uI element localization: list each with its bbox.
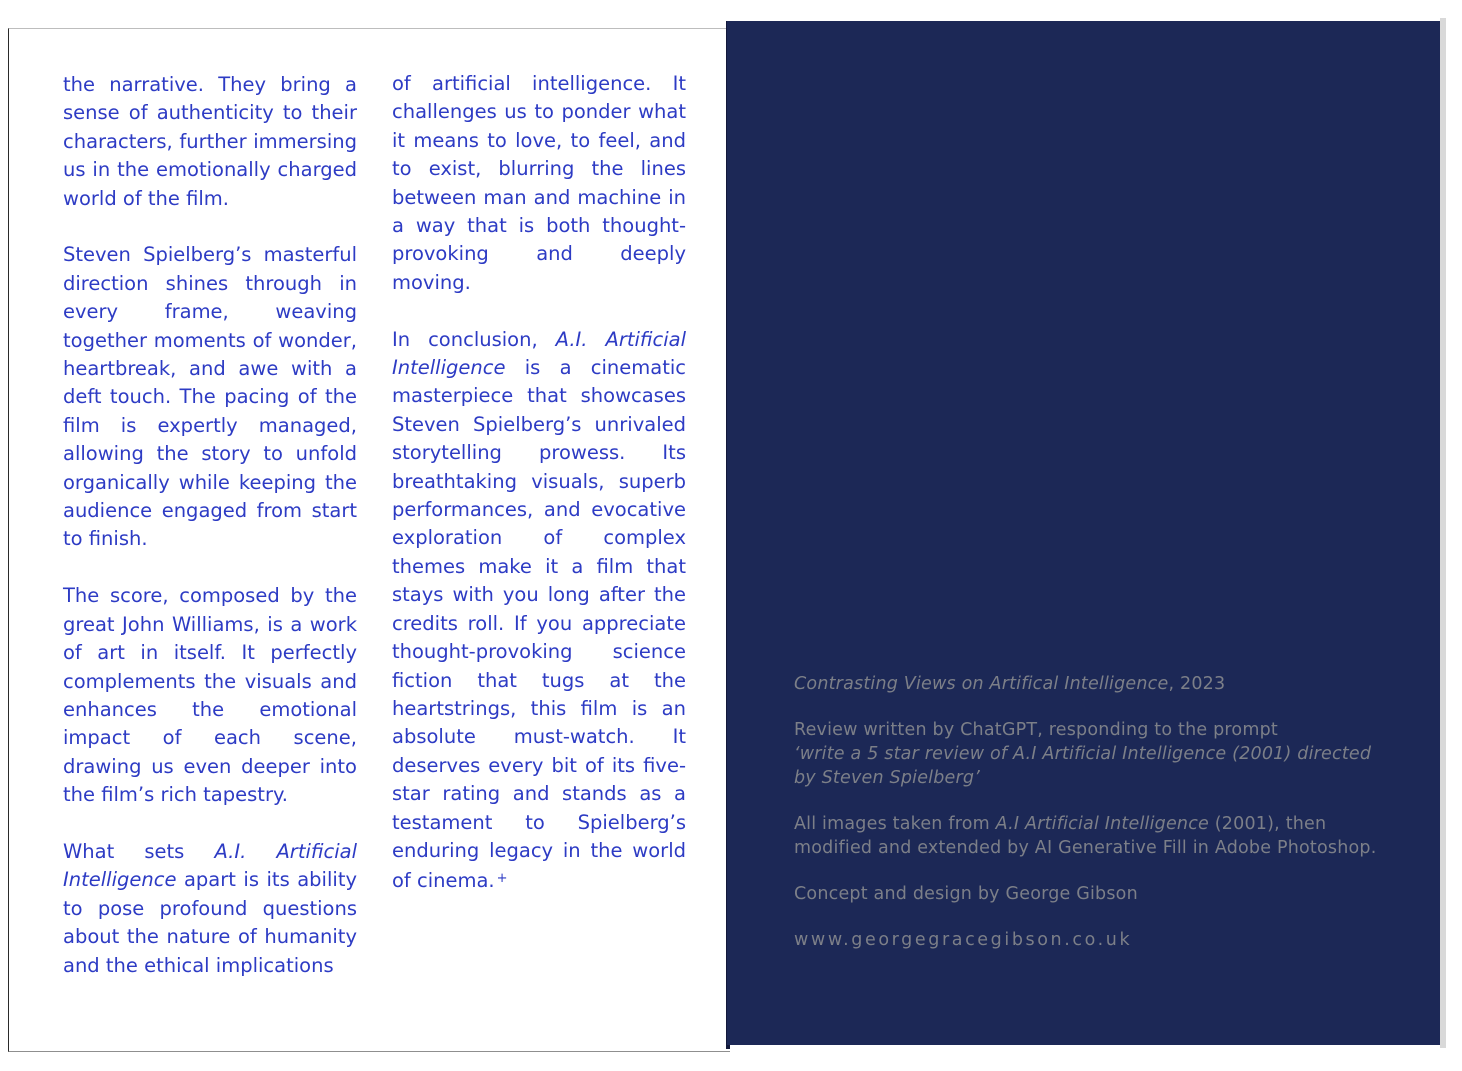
paragraph-rest: is a cinematic masterpiece that showcases Steven Spielberg’s unrivaled storytelling prowess. Its breathtaking visuals, superb performances, and evocative exploration of complex themes make it a film that stays with you long after the credits roll. If you appreciate thought-provoking science fiction that tugs at the heartstrings, this film is an absolute must-watch. It deserves every bit of its five-star rating and stands as a testament to Spielberg’s enduring legacy in the world of cinema. (392, 356, 686, 893)
paragraph: the narrative. They bring a sense of authenticity to their characters, further immersing us in the emotionally charged world of the film. (63, 73, 357, 210)
left-page (8, 28, 730, 1052)
film-title: A.I. Artificial Intelligence (392, 327, 687, 380)
images-credit-block (794, 812, 1394, 860)
text-column-left (63, 71, 357, 980)
paragraph-start: What sets (63, 839, 185, 863)
paragraph: The score, composed by the great John Williams, is a work of art in itself. It perfectly complements the visuals and enhances the emotional impact of each scene, drawing us even deeper into the film’s rich tapestry. (63, 584, 357, 807)
images-credit-start: All images taken from (794, 814, 990, 834)
paragraph: of artificial intelligence. It challenges us to ponder what it means to love, to feel, and to exist, blurring the lines between man and machine in a way that is both thought-provoking and deeply moving. (392, 72, 686, 294)
film-title: A.I. Artificial Intelligence (63, 839, 357, 892)
work-year: , 2023 (1168, 674, 1226, 694)
paragraph-start: In conclusion, (392, 327, 538, 351)
colophon (794, 672, 1394, 974)
images-film-title: A.I Artificial Intelligence (995, 814, 1210, 834)
website-url: www.georgegracegibson.co.uk (794, 930, 1133, 950)
work-title: Contrasting Views on Artifical Intelligence (794, 674, 1169, 694)
review-credit: Review written by ChatGPT, responding to the prompt (794, 720, 1278, 740)
paragraph (392, 326, 686, 896)
review-credit-block (794, 718, 1394, 790)
text-column-right (392, 70, 686, 896)
concept-credit: Concept and design by George Gibson (794, 884, 1138, 904)
end-mark-icon: + (496, 871, 508, 887)
work-title-line (794, 672, 1394, 696)
page-edge (1440, 18, 1446, 1048)
paragraph (63, 838, 357, 980)
prompt-text: ‘write a 5 star review of A.I Artificial Intelligence (2001) directed by Steven Spielberg’ (794, 744, 1372, 788)
paragraph-rest: apart is its ability to pose profound questions about the nature of humanity and the ethical implications (63, 868, 357, 977)
images-credit-rest: (2001), then modified and extended by AI Generative Fill in Adobe Photoshop. (794, 814, 1377, 858)
paragraph: Steven Spielberg’s masterful direction shines through in every frame, weaving together moments of wonder, heartbreak, and awe with a deft touch. The pacing of the film is expertly managed, allowing the story to unfold organically while keeping the audience engaged from start to finish. (63, 243, 357, 551)
